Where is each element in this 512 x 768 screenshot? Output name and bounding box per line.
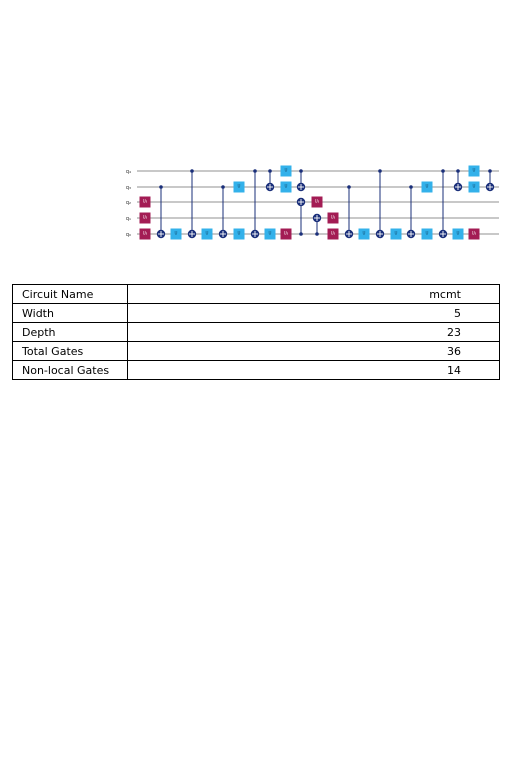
- row-value-total-gates: 36: [128, 342, 500, 361]
- gate-label: U: [284, 183, 288, 189]
- cnot-gate: [157, 185, 165, 238]
- table-row: [13, 304, 500, 323]
- qubit-label: q₃: [125, 185, 131, 191]
- gate-label: U₃: [314, 198, 320, 204]
- cnot-gate: [219, 185, 227, 238]
- table-row: [13, 285, 500, 304]
- u-gate: [202, 229, 213, 240]
- qubit-label: q₀: [125, 232, 131, 238]
- cnot-gate: [297, 198, 305, 236]
- u3-gate: [469, 229, 480, 240]
- control-dot: [315, 232, 319, 236]
- u-gate: [234, 182, 245, 193]
- circuit-diagram: [0, 0, 512, 270]
- table-row: [13, 342, 500, 361]
- row-label-circuit-name: Circuit Name: [13, 285, 128, 304]
- gate-label: U: [174, 230, 178, 236]
- row-value-circuit-name: mcmt: [128, 285, 500, 304]
- gate-label: U: [472, 183, 476, 189]
- control-dot: [221, 185, 225, 189]
- gate-label: U₃: [330, 230, 336, 236]
- u-gate: [171, 229, 182, 240]
- u-gate: [453, 229, 464, 240]
- u-gate: [469, 182, 480, 193]
- table-row: [13, 361, 500, 380]
- cnot-gate: [266, 169, 274, 191]
- row-label-depth: Depth: [13, 323, 128, 342]
- gate-label: U: [456, 230, 460, 236]
- u-gate: [422, 182, 433, 193]
- cnot-gate: [188, 169, 196, 238]
- control-dot: [456, 169, 460, 173]
- gate-label: U: [394, 230, 398, 236]
- control-dot: [347, 185, 351, 189]
- cnot-gate: [345, 185, 353, 238]
- control-dot: [299, 232, 303, 236]
- gate-label: U: [237, 183, 241, 189]
- gate-label: U: [237, 230, 241, 236]
- gate-label: U: [205, 230, 209, 236]
- table-row: [13, 323, 500, 342]
- gate-label: U: [284, 167, 288, 173]
- u3-gate: [312, 197, 323, 208]
- u-gate: [359, 229, 370, 240]
- cnot-gate: [439, 169, 447, 238]
- row-value-width: 5: [128, 304, 500, 323]
- control-dot: [441, 169, 445, 173]
- u-gate: [234, 229, 245, 240]
- control-dot: [299, 169, 303, 173]
- u3-gate: [328, 213, 339, 224]
- cnot-gate: [486, 169, 494, 191]
- circuit-info-table: [12, 284, 500, 380]
- gate-label: U₃: [471, 230, 477, 236]
- u3-gate: [140, 213, 151, 224]
- row-label-total-gates: Total Gates: [13, 342, 128, 361]
- gate-label: U: [268, 230, 272, 236]
- control-dot: [253, 169, 257, 173]
- gate-label: U₃: [330, 214, 336, 220]
- cnot-gate: [407, 185, 415, 238]
- control-dot: [159, 185, 163, 189]
- qubit-label: q₄: [125, 169, 131, 175]
- gate-label: U₃: [283, 230, 289, 236]
- u3-gate: [328, 229, 339, 240]
- row-label-non-local-gates: Non-local Gates: [13, 361, 128, 380]
- row-value-depth: 23: [128, 323, 500, 342]
- control-dot: [378, 169, 382, 173]
- u3-gate: [140, 229, 151, 240]
- control-dot: [268, 169, 272, 173]
- u-gate: [469, 166, 480, 177]
- qubit-label: q₂: [125, 200, 131, 206]
- gate-label: U: [425, 230, 429, 236]
- u3-gate: [140, 197, 151, 208]
- u-gate: [281, 182, 292, 193]
- row-label-width: Width: [13, 304, 128, 323]
- gate-label: U₃: [142, 214, 148, 220]
- qubit-label: q₁: [125, 216, 131, 222]
- gate-label: U₃: [142, 230, 148, 236]
- row-value-non-local-gates: 14: [128, 361, 500, 380]
- cnot-gate: [251, 169, 259, 238]
- control-dot: [409, 185, 413, 189]
- u3-gate: [281, 229, 292, 240]
- u-gate: [391, 229, 402, 240]
- u-gate: [422, 229, 433, 240]
- gate-label: U: [362, 230, 366, 236]
- gate-label: U₃: [142, 198, 148, 204]
- gate-label: U: [472, 167, 476, 173]
- cnot-gate: [454, 169, 462, 191]
- cnot-gate: [313, 214, 321, 236]
- control-dot: [190, 169, 194, 173]
- u-gate: [281, 166, 292, 177]
- u-gate: [265, 229, 276, 240]
- cnot-gate: [297, 169, 305, 191]
- cnot-gate: [376, 169, 384, 238]
- control-dot: [488, 169, 492, 173]
- gate-label: U: [425, 183, 429, 189]
